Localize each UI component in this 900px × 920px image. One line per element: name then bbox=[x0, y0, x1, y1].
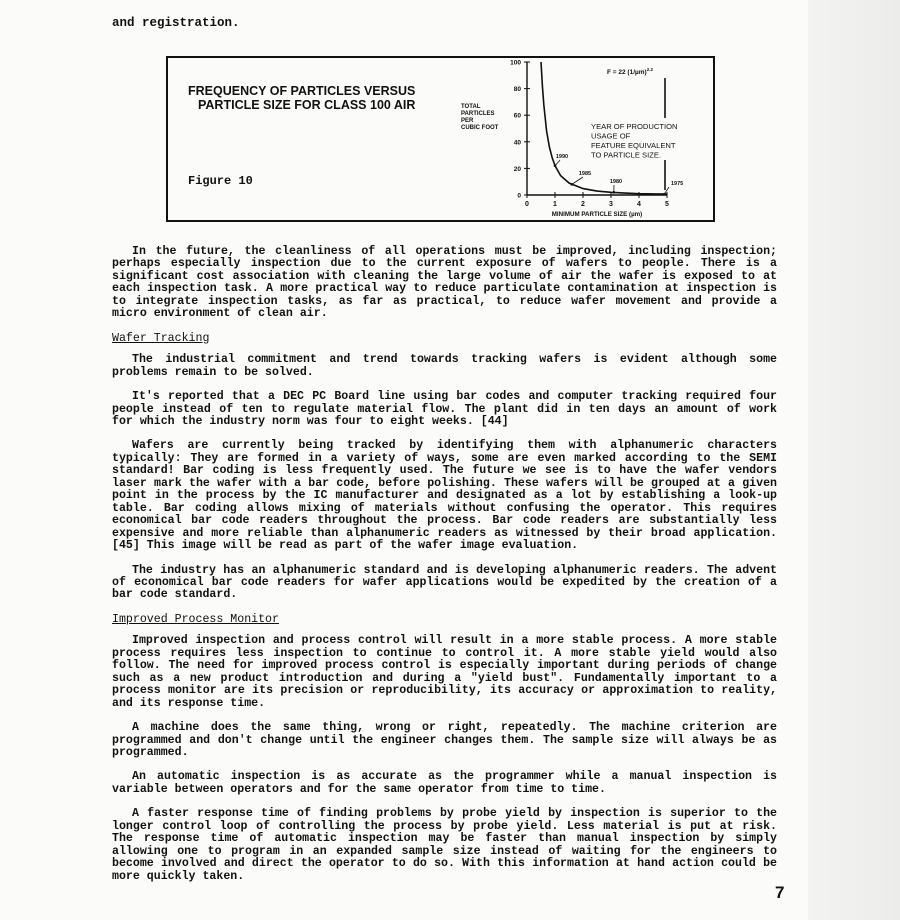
figure-title-line-2: PARTICLE SIZE FOR CLASS 100 AIR bbox=[198, 98, 416, 112]
y-axis-label-line-3: PER bbox=[461, 118, 474, 124]
annotation-line-2: USAGE OF bbox=[591, 131, 631, 141]
paragraph-wafer-identification: Wafers are currently being tracked by identifying them with alphanumeric characters typically: They are formed in a variety of ways, some are even marked according to the SEMI standard! Bar coding is less frequently used. The future we see is to have the wafer vendors laser mark the wafer with a bar code, before polishing. These wafers will be grouped at a given point in the process by the IC manufacturer and designated as a lot by establishing a look-up table. Bar coding allows mixing of materials without confusing the operator. This requires economical bar code readers throughout the process. Bar code readers are substantially less expensive and more reliable than alphanumeric readers as witnessed by their broad application. [45] This image will be read as part of the wafer image evaluation. bbox=[112, 439, 777, 553]
heading-wafer-tracking: Wafer Tracking bbox=[112, 331, 210, 345]
continuation-line: and registration. bbox=[112, 16, 240, 30]
paragraph-industrial-commitment: The industrial commitment and trend towards tracking wafers is evident although some problems remain to be solved. bbox=[112, 353, 777, 379]
figure-title-line-1: FREQUENCY OF PARTICLES VERSUS bbox=[188, 84, 416, 98]
year-label-1990: 1990 bbox=[555, 154, 569, 160]
paragraph-machine: A machine does the same thing, wrong or right, repeatedly. The machine criterion are programmed and don't change until the engineer changes them. The sample size will always be as programmed. bbox=[112, 721, 777, 759]
y-tick-label-60: 60 bbox=[513, 112, 521, 120]
particle-chart bbox=[168, 58, 713, 220]
y-tick-label-80: 80 bbox=[513, 86, 521, 94]
annotation-line-4: TO PARTICLE SIZE. bbox=[591, 150, 662, 160]
x-tick-label-0: 0 bbox=[525, 201, 529, 208]
paragraph-automatic-inspection: An automatic inspection is as accurate as the programmer while a manual inspection is variable between operators and for the same operator from time to time. bbox=[112, 770, 777, 796]
formula-label: F = 22 $(1/\mu m)^{2.2}$ bbox=[607, 67, 653, 76]
paragraph-response-time: A faster response time of finding problems by probe yield by inspection is superior to the longer control loop of controlling the process by probe yield. Less material is put at risk. The response time of automatic inspection may be faster than manual inspection by simply allowing one to program in an expanded sample size instead of waiting for the engineers to become involved and direct the operator to do so. With this information at hand action could be more quickly taken. bbox=[112, 807, 777, 883]
y-tick-label-0: 0 bbox=[517, 192, 521, 200]
x-tick-label-2: 2 bbox=[581, 201, 585, 208]
year-label-1975: 1975 bbox=[671, 181, 684, 187]
figure-box bbox=[166, 56, 715, 222]
figure-label: Figure 10 bbox=[188, 174, 253, 188]
paragraph-alphanumeric-standard: The industry has an alphanumeric standard and is developing alphanumeric readers. The advent of economical bar code readers for wafer applications would be expedited by the creation of a bar code standard. bbox=[112, 563, 777, 602]
x-tick-label-1: 1 bbox=[553, 201, 557, 208]
paragraph-dec-board: It's reported that a DEC PC Board line using bar codes and computer tracking required four people instead of ten to regulate material flow. The plant did in ten days an amount of work for which the industry norm was four to eight weeks. [44] bbox=[112, 390, 777, 428]
x-tick-label-4: 4 bbox=[637, 201, 641, 208]
year-label-1985: 1985 bbox=[578, 171, 592, 177]
year-point-1990 bbox=[554, 164, 557, 167]
y-tick-label-40: 40 bbox=[513, 139, 521, 147]
year-point-1985 bbox=[571, 183, 574, 186]
y-axis-label-line-2: PARTICLES bbox=[461, 111, 495, 117]
y-tick-label-100: 100 bbox=[510, 59, 521, 67]
x-tick-label-3: 3 bbox=[609, 201, 613, 208]
y-axis-label-line-1: TOTAL bbox=[461, 104, 481, 110]
paragraph-cleanliness: In the future, the cleanliness of all operations must be improved, including inspection; perhaps especially inspection due to the current exposure of wafers to people. There is a significant cost association with cleaning the large volume of air the wafer is exposed to at each inspection task. A more practical way to reduce particulate contamination at inspection is to integrate inspection tasks, as far as practical, to reduce wafer movement and provide a micro environment of clean air. bbox=[112, 245, 777, 321]
document-body bbox=[112, 246, 777, 895]
x-tick-label-5: 5 bbox=[665, 201, 669, 208]
year-point-1975 bbox=[663, 193, 666, 196]
annotation-line-1: YEAR OF PRODUCTION bbox=[591, 122, 678, 131]
paragraph-process-control: Improved inspection and process control will result in a more stable process. A more stable process requires less inspection to continue to control it. A more stable yield would also follow. The need for improved process control is especially important during periods of change such as a new product introduction and during a "yield bust". Fundamentally important to a process monitor are its precision or reproducibility, its accuracy or approximation to reality, and its response time. bbox=[112, 634, 777, 710]
year-label-1980: 1980 bbox=[609, 179, 623, 185]
y-axis-label-line-4: CUBIC FOOT bbox=[461, 125, 499, 131]
x-axis-label: MINIMUM PARTICLE SIZE (µm) bbox=[551, 211, 643, 218]
year-leader-1985 bbox=[572, 177, 583, 184]
annotation-line-3: FEATURE EQUIVALENT bbox=[591, 141, 676, 150]
y-tick-label-20: 20 bbox=[513, 165, 521, 173]
formula-exponent: 2.2 bbox=[646, 67, 653, 72]
year-point-1980 bbox=[613, 191, 616, 194]
page-edge-shadow bbox=[808, 0, 900, 920]
heading-improved-process-monitor: Improved Process Monitor bbox=[112, 612, 279, 626]
page-number: 7 bbox=[775, 883, 785, 902]
